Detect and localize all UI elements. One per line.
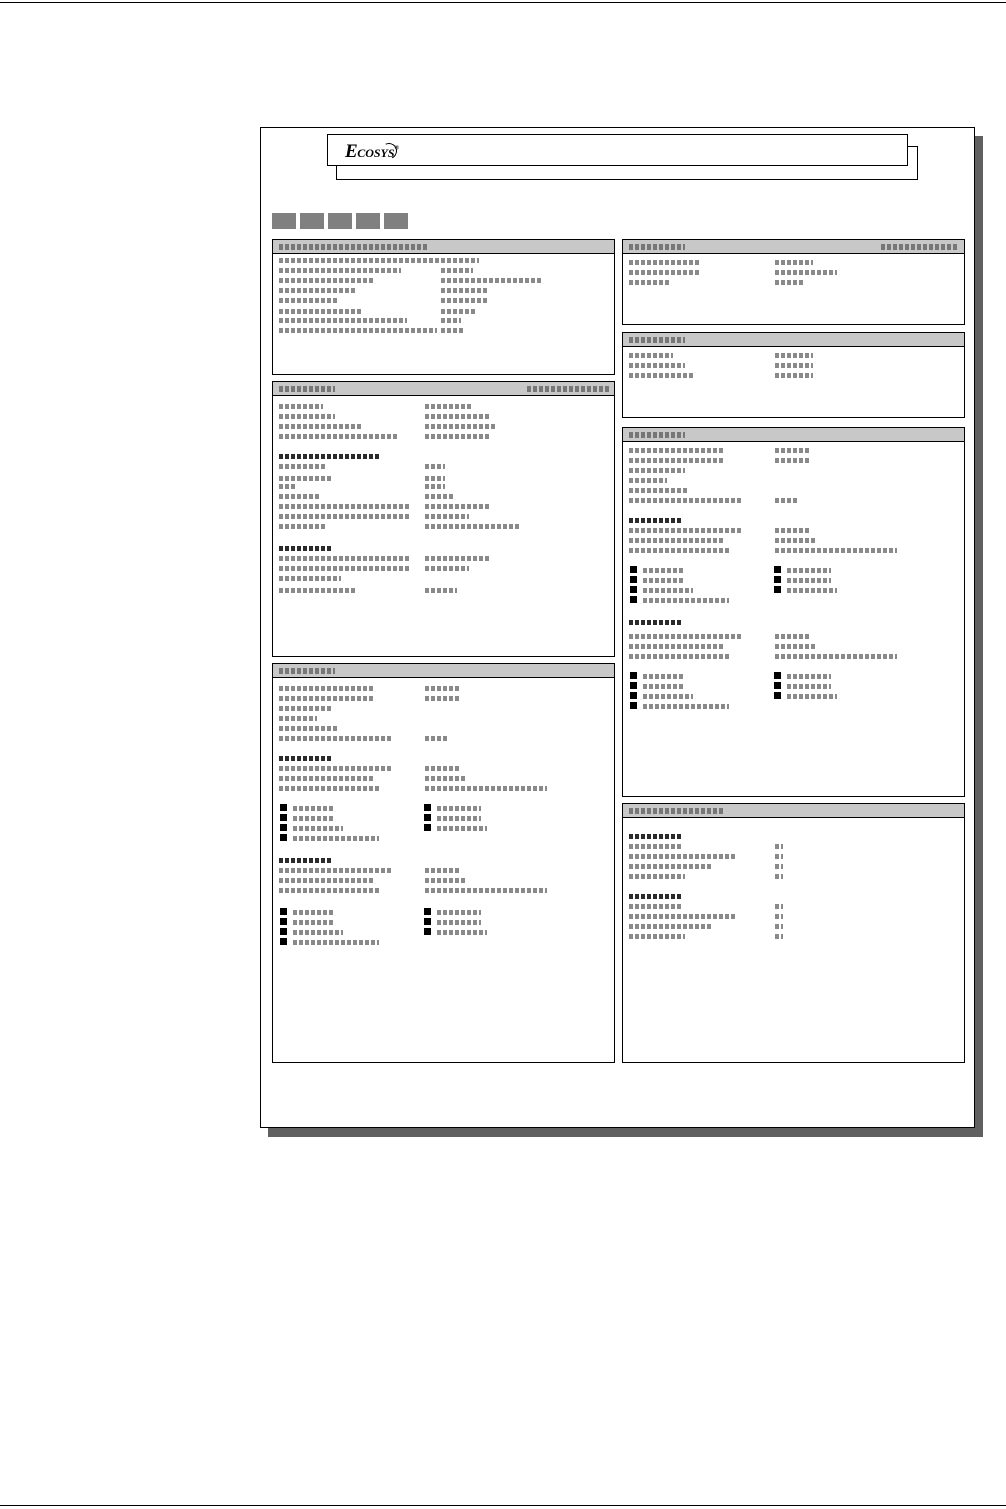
panel-paper-status: [622, 427, 965, 797]
tab-3[interactable]: [328, 213, 352, 229]
header-banner: [327, 134, 908, 166]
panel-memory: [622, 332, 965, 418]
tab-4[interactable]: [356, 213, 380, 229]
panel-network: [272, 381, 615, 657]
tab-1[interactable]: [272, 213, 296, 229]
ecosys-logo: ECOSYS®: [345, 141, 399, 162]
bottom-rule: [0, 1505, 1006, 1506]
top-rule: [0, 2, 1006, 3]
tab-5[interactable]: [384, 213, 408, 229]
tab-2[interactable]: [300, 213, 324, 229]
tab-strip: [272, 213, 408, 229]
panel-toner-status: [272, 663, 615, 1063]
panel-firmware: [622, 239, 965, 325]
panel-device-info: [272, 239, 615, 375]
panel-counters: [622, 803, 965, 1063]
